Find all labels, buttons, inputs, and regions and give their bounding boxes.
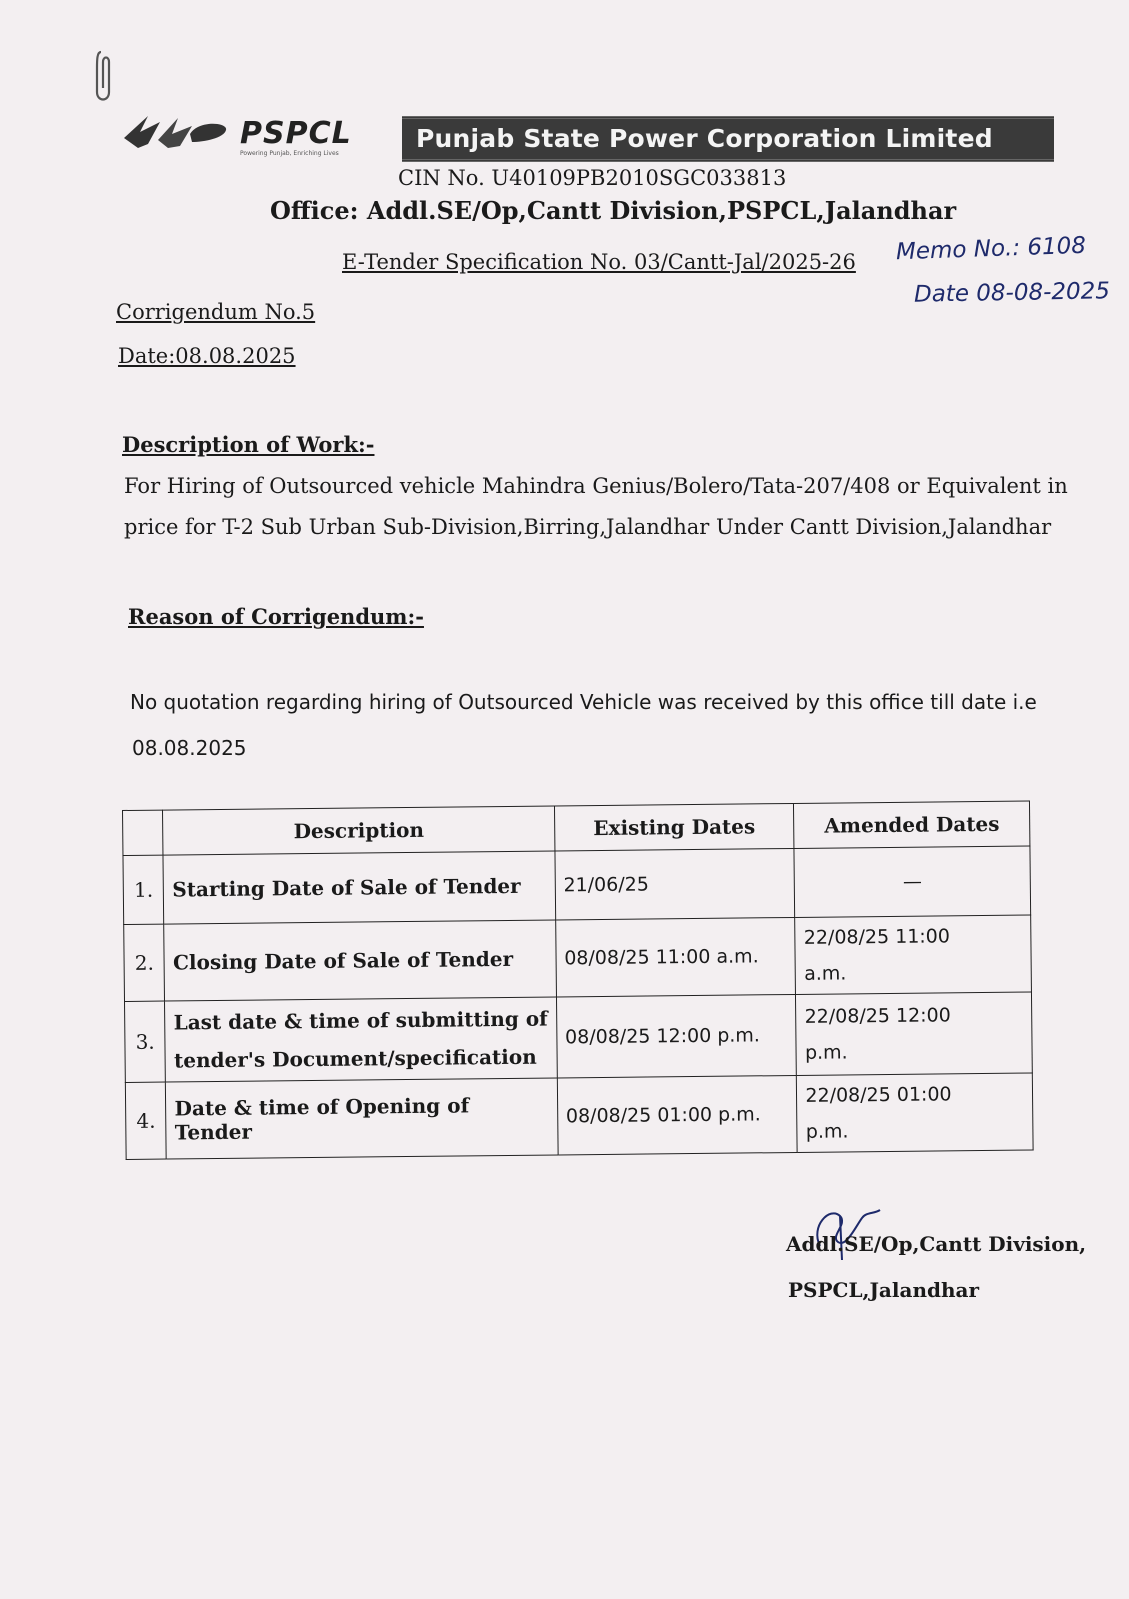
- table-row: [125, 992, 1033, 1082]
- row-description: Starting Date of Sale of Tender: [163, 851, 555, 924]
- tender-spec-number: E-Tender Specification No. 03/Cantt-Jal/2025-26: [342, 250, 856, 274]
- row-num: 4.: [125, 1082, 166, 1160]
- signatory-designation: Addl.SE/Op,Cantt Division,: [786, 1232, 1087, 1256]
- row-existing-date: 21/06/25: [555, 848, 795, 920]
- row-description: Last date & time of submitting of tender's Document/specification: [165, 997, 557, 1082]
- reason-line-1: No quotation regarding hiring of Outsourced Vehicle was received by this office till date i.e: [130, 690, 1037, 714]
- amended-date-line-1: —: [902, 870, 923, 893]
- header-description: Description: [163, 806, 555, 855]
- paper-clip-icon: [95, 48, 113, 106]
- description-line-1: For Hiring of Outsourced vehicle Mahindra Genius/Bolero/Tata-207/408 or Equivalent in: [124, 474, 1068, 498]
- row-existing-date: 08/08/25 11:00 a.m.: [555, 917, 796, 997]
- amended-date-line-2: p.m.: [805, 1120, 849, 1144]
- dates-table: [122, 800, 1034, 1160]
- reason-heading: Reason of Corrigendum:-: [128, 604, 424, 629]
- table-row: [125, 1073, 1033, 1160]
- description-line-2: price for T-2 Sub Urban Sub-Division,Birring,Jalandhar Under Cantt Division,Jalandhar: [124, 515, 1052, 539]
- row-amended-date: [797, 1073, 1033, 1153]
- header-num: [123, 810, 164, 855]
- amended-date-line-1: 22/08/25 12:00: [804, 1004, 951, 1028]
- row-num: 1.: [123, 855, 164, 924]
- handwritten-memo-number: Memo No.: 6108: [895, 232, 1087, 266]
- company-banner: [402, 116, 1054, 162]
- row-amended-date: [794, 846, 1030, 917]
- row-amended-date: [796, 992, 1032, 1075]
- reason-line-2: 08.08.2025: [132, 736, 247, 760]
- row-amended-date: [795, 915, 1031, 995]
- cin-number: CIN No. U40109PB2010SGC033813: [398, 166, 787, 190]
- office-line: Office: Addl.SE/Op,Cantt Division,PSPCL,Jalandhar: [270, 196, 957, 225]
- signatory-office: PSPCL,Jalandhar: [788, 1278, 980, 1302]
- row-existing-date: 08/08/25 12:00 p.m.: [556, 995, 797, 1079]
- table-row: [123, 846, 1031, 924]
- handwritten-memo-date: Date 08-08-2025: [913, 278, 1111, 308]
- amended-date-line-2: a.m.: [804, 962, 847, 985]
- company-name: Punjab State Power Corporation Limited: [416, 124, 993, 153]
- logo-wordmark: PSPCL: [240, 116, 352, 151]
- row-num: 3.: [125, 1001, 166, 1082]
- corrigendum-date: Date:08.08.2025: [118, 344, 296, 368]
- table-row: [124, 915, 1032, 1002]
- header-amended-dates: Amended Dates: [794, 801, 1030, 848]
- row-description: Date & time of Opening of Tender: [166, 1078, 558, 1159]
- row-num: 2.: [124, 924, 165, 1002]
- description-heading: Description of Work:-: [122, 432, 375, 457]
- row-description: Closing Date of Sale of Tender: [164, 920, 556, 1001]
- header-existing-dates: Existing Dates: [554, 803, 794, 851]
- logo-tagline: Powering Punjab, Enriching Lives: [240, 150, 339, 157]
- row-existing-date: 08/08/25 01:00 p.m.: [557, 1076, 798, 1156]
- amended-date-line-2: p.m.: [804, 1041, 848, 1065]
- amended-date-line-1: 22/08/25 11:00: [803, 925, 951, 949]
- corrigendum-number: Corrigendum No.5: [116, 300, 316, 324]
- amended-date-line-1: 22/08/25 01:00: [805, 1083, 952, 1108]
